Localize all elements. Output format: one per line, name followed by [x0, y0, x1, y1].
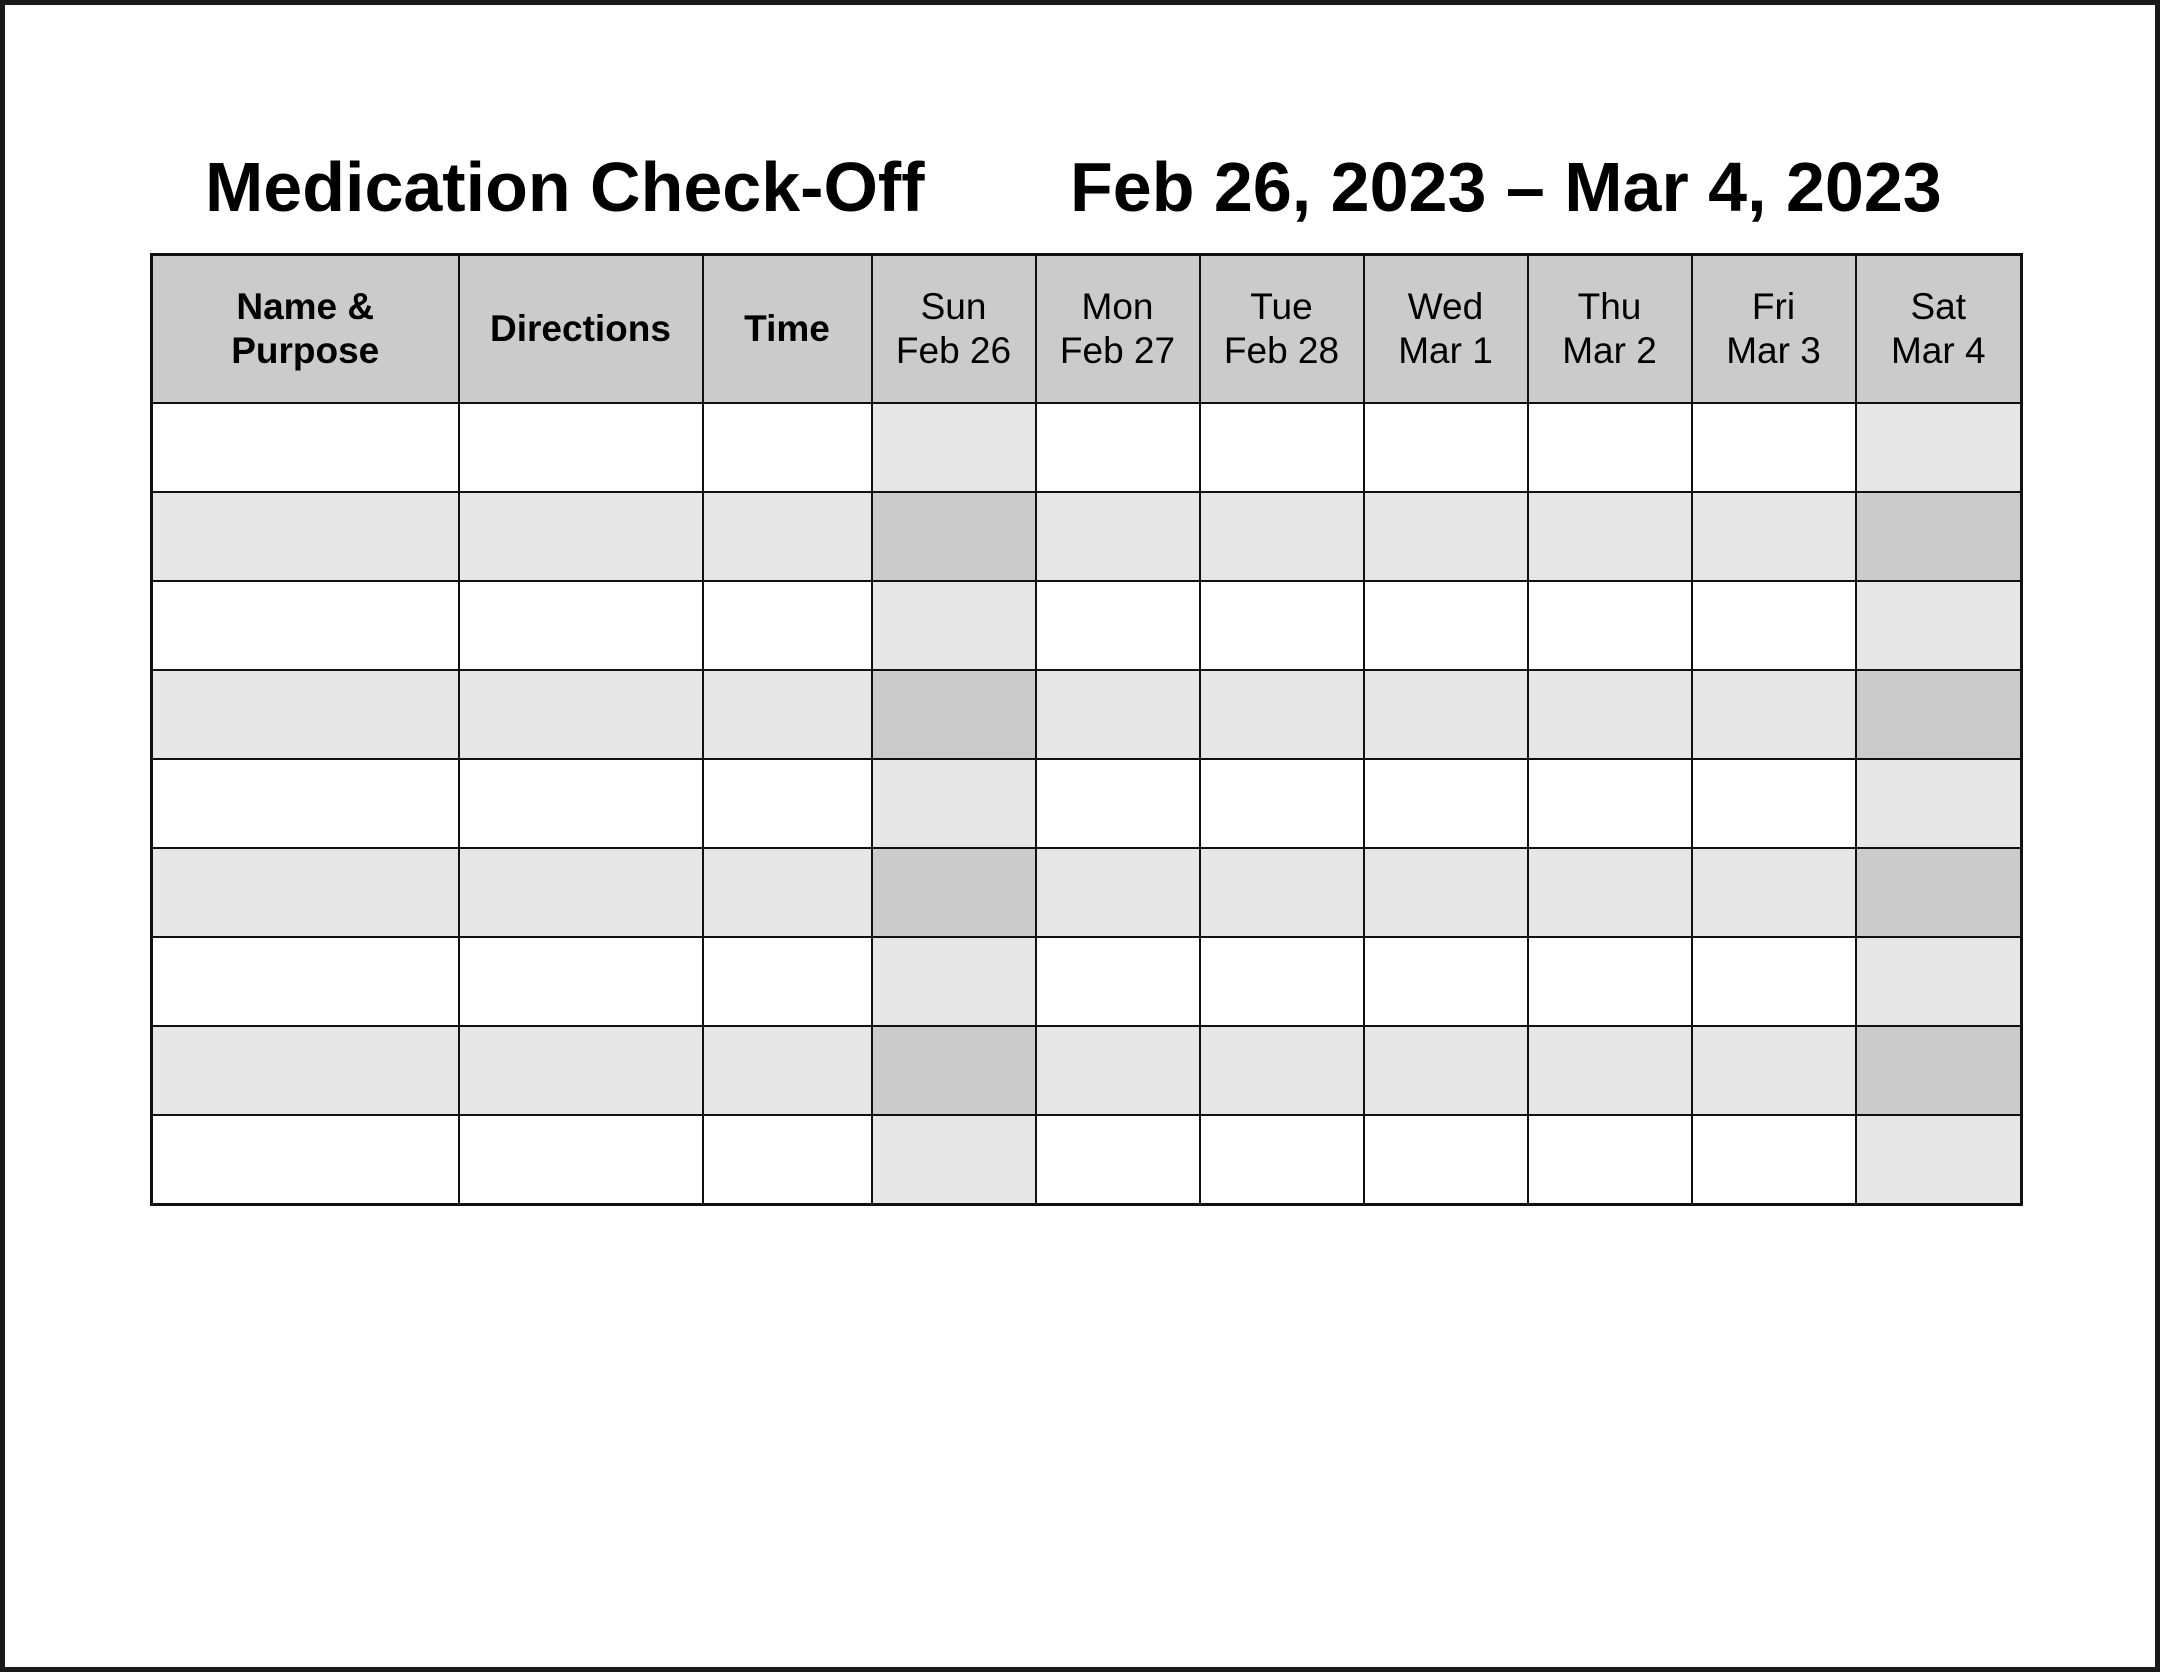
- time-cell[interactable]: [703, 937, 872, 1026]
- fri-check-cell[interactable]: [1692, 1115, 1856, 1205]
- thu-check-cell[interactable]: [1528, 937, 1692, 1026]
- sun-check-cell[interactable]: [872, 937, 1036, 1026]
- weekday-label: Mon: [1081, 286, 1154, 327]
- directions-cell[interactable]: [459, 581, 703, 670]
- tue-check-cell[interactable]: [1200, 403, 1364, 492]
- directions-cell[interactable]: [459, 492, 703, 581]
- time-cell[interactable]: [703, 759, 872, 848]
- column-header-wed: [1364, 255, 1528, 404]
- fri-check-cell[interactable]: [1692, 581, 1856, 670]
- wed-check-cell[interactable]: [1364, 670, 1528, 759]
- fri-check-cell[interactable]: [1692, 1026, 1856, 1115]
- wed-check-cell[interactable]: [1364, 1115, 1528, 1205]
- tue-check-cell[interactable]: [1200, 937, 1364, 1026]
- directions-cell[interactable]: [459, 1115, 703, 1205]
- date-label: Mar 3: [1726, 330, 1821, 371]
- name-purpose-cell[interactable]: [152, 581, 459, 670]
- mon-check-cell[interactable]: [1036, 670, 1200, 759]
- wed-check-cell[interactable]: [1364, 581, 1528, 670]
- tue-check-cell[interactable]: [1200, 670, 1364, 759]
- date-range: Feb 26, 2023 – Mar 4, 2023: [1070, 148, 1942, 226]
- time-cell[interactable]: [703, 403, 872, 492]
- sun-check-cell[interactable]: [872, 581, 1036, 670]
- sat-check-cell[interactable]: [1856, 670, 2022, 759]
- fri-check-cell[interactable]: [1692, 403, 1856, 492]
- date-label: Feb 26: [895, 330, 1012, 371]
- weekday-label: Sat: [1910, 286, 1967, 327]
- page-title: Medication Check-Off: [205, 148, 925, 226]
- name-purpose-cell[interactable]: [152, 848, 459, 937]
- thu-check-cell[interactable]: [1528, 848, 1692, 937]
- directions-cell[interactable]: [459, 403, 703, 492]
- sun-check-cell[interactable]: [872, 759, 1036, 848]
- mon-check-cell[interactable]: [1036, 403, 1200, 492]
- time-cell[interactable]: [703, 1115, 872, 1205]
- sun-check-cell[interactable]: [872, 1115, 1036, 1205]
- sat-check-cell[interactable]: [1856, 937, 2022, 1026]
- date-label: Mar 1: [1398, 330, 1493, 371]
- fri-check-cell[interactable]: [1692, 937, 1856, 1026]
- name-purpose-cell[interactable]: [152, 1115, 459, 1205]
- sat-check-cell[interactable]: [1856, 1026, 2022, 1115]
- tue-check-cell[interactable]: [1200, 492, 1364, 581]
- sat-check-cell[interactable]: [1856, 581, 2022, 670]
- sat-check-cell[interactable]: [1856, 492, 2022, 581]
- tue-check-cell[interactable]: [1200, 581, 1364, 670]
- sat-check-cell[interactable]: [1856, 1115, 2022, 1205]
- name-purpose-cell[interactable]: [152, 670, 459, 759]
- sun-check-cell[interactable]: [872, 670, 1036, 759]
- sun-check-cell[interactable]: [872, 403, 1036, 492]
- thu-check-cell[interactable]: [1528, 670, 1692, 759]
- time-cell[interactable]: [703, 492, 872, 581]
- directions-cell[interactable]: [459, 937, 703, 1026]
- mon-check-cell[interactable]: [1036, 1115, 1200, 1205]
- thu-check-cell[interactable]: [1528, 759, 1692, 848]
- column-header-directions: Directions: [459, 255, 703, 404]
- time-cell[interactable]: [703, 581, 872, 670]
- weekday-label: Fri: [1751, 286, 1796, 327]
- sat-check-cell[interactable]: [1856, 403, 2022, 492]
- mon-check-cell[interactable]: [1036, 492, 1200, 581]
- column-header-time: Time: [703, 255, 872, 404]
- weekday-label: Wed: [1407, 286, 1484, 327]
- fri-check-cell[interactable]: [1692, 848, 1856, 937]
- table-row: [152, 492, 2022, 581]
- table-row: [152, 403, 2022, 492]
- directions-cell[interactable]: [459, 1026, 703, 1115]
- wed-check-cell[interactable]: [1364, 492, 1528, 581]
- table-row: [152, 937, 2022, 1026]
- name-purpose-cell[interactable]: [152, 403, 459, 492]
- date-label: Mar 4: [1890, 330, 1986, 371]
- fri-check-cell[interactable]: [1692, 492, 1856, 581]
- column-header-mon: [1036, 255, 1200, 404]
- table-row: [152, 1026, 2022, 1115]
- date-label: Feb 27: [1059, 330, 1176, 371]
- table-row: [152, 759, 2022, 848]
- fri-check-cell[interactable]: [1692, 670, 1856, 759]
- date-label: Mar 2: [1562, 330, 1657, 371]
- column-header-thu: [1528, 255, 1692, 404]
- column-header-name-purpose: [152, 255, 459, 404]
- mon-check-cell[interactable]: [1036, 937, 1200, 1026]
- directions-cell[interactable]: [459, 759, 703, 848]
- name-purpose-cell[interactable]: [152, 937, 459, 1026]
- wed-check-cell[interactable]: [1364, 403, 1528, 492]
- thu-check-cell[interactable]: [1528, 492, 1692, 581]
- fri-check-cell[interactable]: [1692, 759, 1856, 848]
- table-row: [152, 1115, 2022, 1205]
- table-row: [152, 670, 2022, 759]
- tue-check-cell[interactable]: [1200, 1115, 1364, 1205]
- time-cell[interactable]: [703, 1026, 872, 1115]
- mon-check-cell[interactable]: [1036, 581, 1200, 670]
- medication-checkoff-table: [150, 253, 2023, 1206]
- thu-check-cell[interactable]: [1528, 403, 1692, 492]
- column-header-tue: [1200, 255, 1364, 404]
- weekday-label: Tue: [1250, 286, 1313, 327]
- directions-cell[interactable]: [459, 848, 703, 937]
- tue-check-cell[interactable]: [1200, 759, 1364, 848]
- column-header-fri: [1692, 255, 1856, 404]
- wed-check-cell[interactable]: [1364, 1026, 1528, 1115]
- mon-check-cell[interactable]: [1036, 848, 1200, 937]
- tue-check-cell[interactable]: [1200, 848, 1364, 937]
- name-purpose-cell[interactable]: [152, 1026, 459, 1115]
- wed-check-cell[interactable]: [1364, 937, 1528, 1026]
- sat-check-cell[interactable]: [1856, 848, 2022, 937]
- header-line: Name &: [236, 286, 375, 327]
- sun-check-cell[interactable]: [872, 492, 1036, 581]
- weekday-label: Thu: [1577, 286, 1642, 327]
- table-body: [152, 403, 2022, 1205]
- thu-check-cell[interactable]: [1528, 581, 1692, 670]
- sat-check-cell[interactable]: [1856, 759, 2022, 848]
- weekday-label: Sun: [920, 286, 987, 327]
- table-row: [152, 581, 2022, 670]
- thu-check-cell[interactable]: [1528, 1026, 1692, 1115]
- wed-check-cell[interactable]: [1364, 848, 1528, 937]
- table-row: [152, 848, 2022, 937]
- header-line: Purpose: [231, 330, 380, 371]
- name-purpose-cell[interactable]: [152, 492, 459, 581]
- name-purpose-cell[interactable]: [152, 759, 459, 848]
- time-cell[interactable]: [703, 670, 872, 759]
- directions-cell[interactable]: [459, 670, 703, 759]
- sun-check-cell[interactable]: [872, 1026, 1036, 1115]
- mon-check-cell[interactable]: [1036, 759, 1200, 848]
- mon-check-cell[interactable]: [1036, 1026, 1200, 1115]
- sun-check-cell[interactable]: [872, 848, 1036, 937]
- time-cell[interactable]: [703, 848, 872, 937]
- column-header-sat: [1856, 255, 2022, 404]
- wed-check-cell[interactable]: [1364, 759, 1528, 848]
- date-label: Feb 28: [1223, 330, 1340, 371]
- header-row: [152, 255, 2022, 404]
- thu-check-cell[interactable]: [1528, 1115, 1692, 1205]
- column-header-sun: [872, 255, 1036, 404]
- tue-check-cell[interactable]: [1200, 1026, 1364, 1115]
